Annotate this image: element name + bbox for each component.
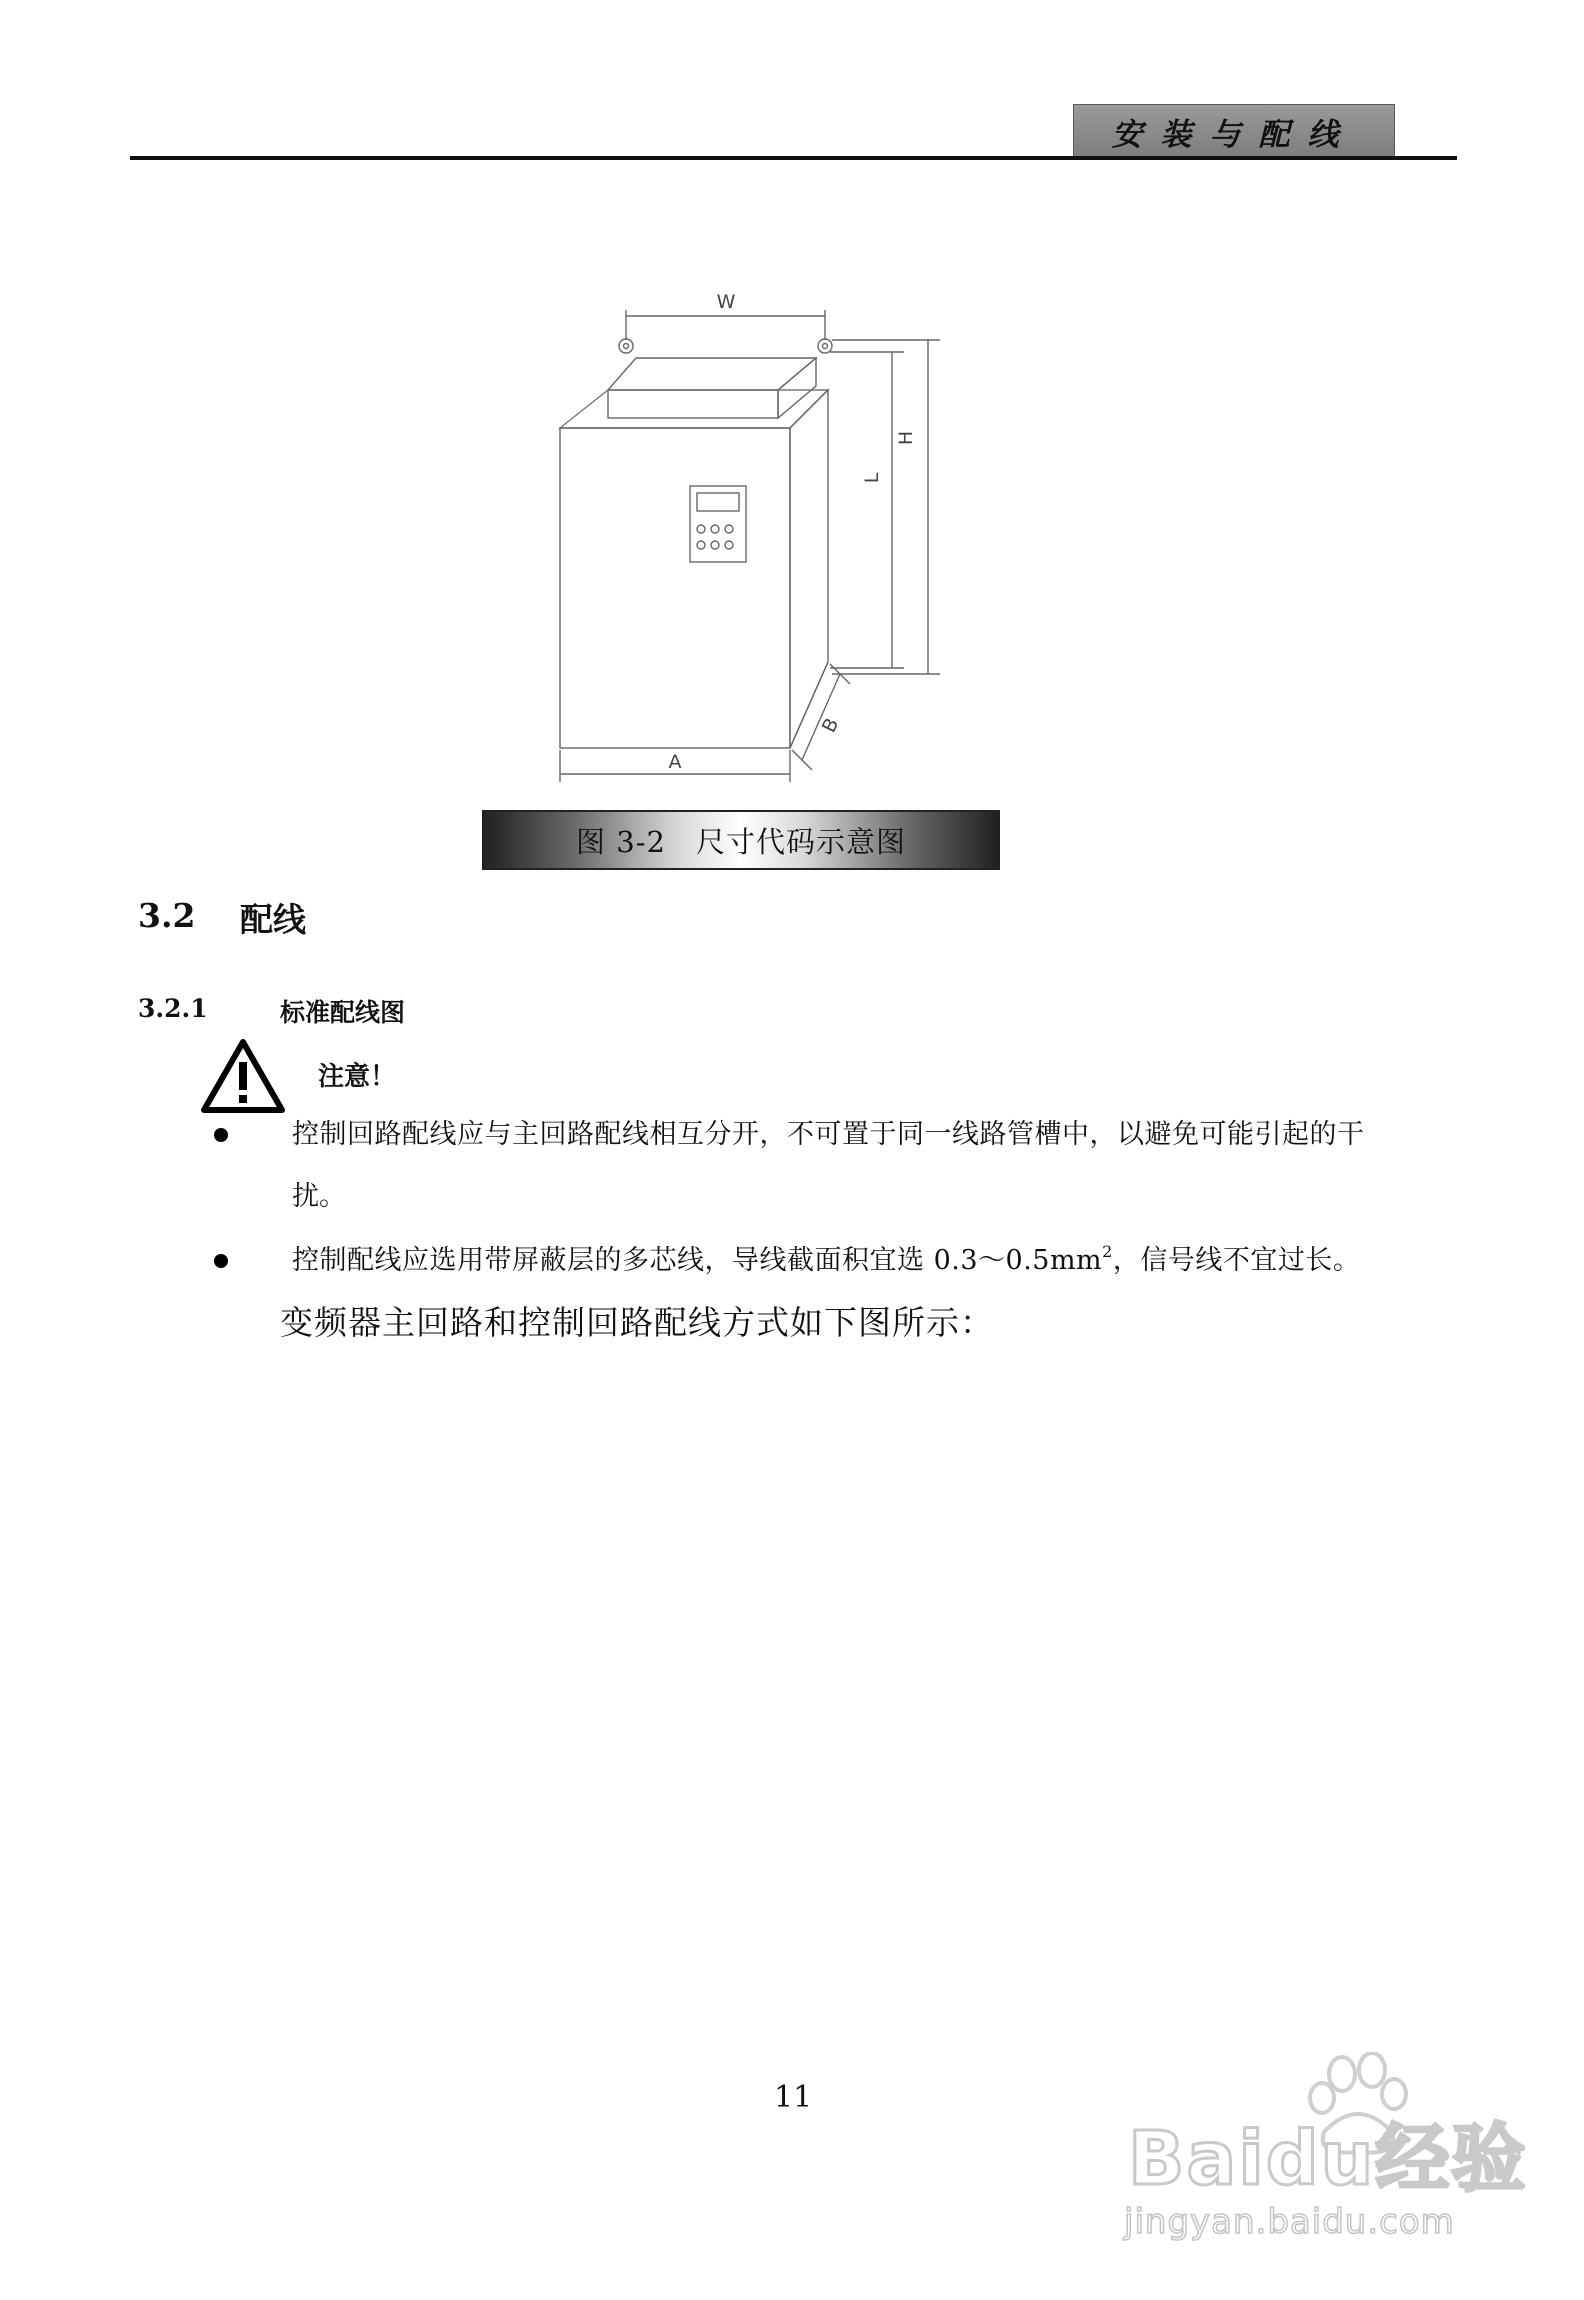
bullet-dot: [214, 1254, 228, 1268]
dimension-label-l: L: [861, 472, 883, 484]
dimension-label-b: B: [817, 714, 844, 737]
dimension-diagram: [540, 288, 960, 798]
dimension-label-h: H: [895, 430, 917, 446]
body-side-face: [790, 390, 828, 748]
dimension-label-a: A: [668, 751, 682, 773]
section-title: 配线: [240, 900, 306, 939]
header-rule: [130, 156, 1457, 160]
bullet-2-text: [292, 1230, 1360, 1292]
keypad-display: [697, 493, 739, 511]
figure-caption-bar: [482, 810, 1000, 870]
subsection-number: 3.2.1: [138, 994, 208, 1023]
header-section-title: 安装与配线: [1111, 116, 1357, 153]
dimension-label-w: W: [716, 291, 736, 313]
figure-caption: 图 3-2 尺寸代码示意图: [576, 824, 906, 859]
watermark-brand: Baidu经验: [1128, 2116, 1528, 2202]
bullet-dot: [214, 1128, 228, 1142]
top-box-top-face: [608, 358, 816, 390]
dimension-line-b: [802, 674, 840, 760]
bullet-2-text-main: 控制配线应选用带屏蔽层的多芯线，导线截面积宜选 0.3～0.5mm: [292, 1245, 1103, 1276]
body-front-face: [560, 428, 790, 748]
page-number: 11: [774, 2080, 813, 2115]
bullet-1-text-line-1: 控制回路配线应与主回路配线相互分开，不可置于同一线路管槽中，以避免可能引起的干: [292, 1119, 1365, 1150]
mounting-hole-left: [619, 339, 633, 353]
keypad-panel: [690, 486, 746, 562]
mounting-hole-right: [818, 339, 832, 353]
intro-paragraph: 变频器主回路和控制回路配线方式如下图所示：: [280, 1303, 994, 1342]
header-section-tab: [1073, 104, 1395, 158]
subsection-title: 标准配线图: [280, 998, 406, 1027]
bullet-1-text-line-2: 扰。: [292, 1181, 346, 1212]
bullet-2-superscript: 2: [1102, 1242, 1113, 1261]
top-box-side-face: [778, 358, 816, 418]
warning-label: 注意！: [318, 1062, 397, 1092]
warning-icon: [200, 1038, 286, 1114]
bullet-2-text-tail: ，信号线不宜过长。: [1112, 1245, 1361, 1276]
top-box-front-face: [608, 390, 778, 418]
section-number: 3.2: [138, 896, 196, 935]
watermark-url: jingyan.baidu.com: [1124, 2202, 1455, 2242]
